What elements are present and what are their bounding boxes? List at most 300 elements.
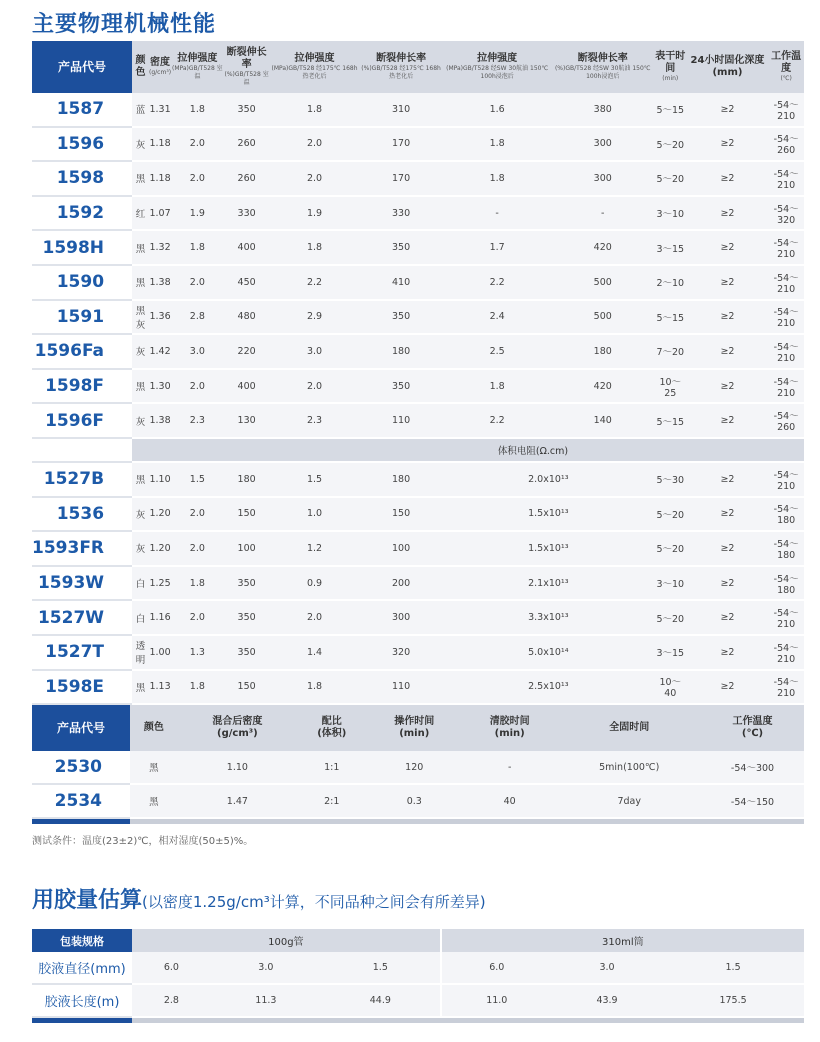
table-cell: 180 (552, 335, 654, 370)
column-header-main: 拉伸强度 (177, 53, 218, 64)
product-code: 1596 (32, 128, 132, 163)
table-cell: 0.9 (270, 567, 360, 602)
table-cell: 350 (359, 231, 442, 266)
table-row (32, 671, 804, 706)
table-cell: 3.0 (171, 335, 224, 370)
column-header (359, 41, 442, 93)
table-cell: - (443, 197, 552, 232)
table-cell: 黑 (130, 785, 178, 819)
product-code: 1527B (32, 463, 132, 498)
column-header (224, 41, 270, 93)
table-cell: 5～15 (654, 301, 687, 336)
volume-resistivity-value: 2.1x10¹³ (443, 567, 654, 602)
table-cell: ≥2 (687, 404, 769, 439)
product-code: 1596F (32, 404, 132, 439)
table-cell: 黑 (132, 266, 149, 301)
product-code: 1598H (32, 231, 132, 266)
table-cell: 130 (224, 404, 270, 439)
table-row (32, 404, 804, 439)
table-cell: -54～210 (768, 463, 804, 498)
table-cell: 1.10 (178, 751, 297, 785)
table-cell: 1.5 (270, 463, 360, 498)
table-cell: 1.16 (149, 601, 171, 636)
table-cell: 320 (359, 636, 442, 671)
product-code: 1587 (32, 93, 132, 128)
volume-resistivity-value: 2.5x10¹³ (443, 671, 654, 706)
table-cell: 310 (359, 93, 442, 128)
table-cell: 420 (552, 370, 654, 405)
table-cell: 5min(100℃) (557, 751, 701, 785)
volume-resistivity-value: 1.5x10¹³ (443, 498, 654, 533)
table-cell: 黑灰 (132, 301, 149, 336)
table-row (32, 985, 804, 1018)
table-cell: 1.32 (149, 231, 171, 266)
column-header (130, 705, 178, 751)
table-cell: 1.36 (149, 301, 171, 336)
table-cell: 3～15 (654, 636, 687, 671)
table-cell: -54～210 (768, 671, 804, 706)
table-row (32, 93, 804, 128)
table-cell: 1.9 (171, 197, 224, 232)
page-title: 主要物理机械性能 (32, 12, 217, 37)
product-code: 2534 (32, 785, 130, 819)
table-row (32, 197, 804, 232)
group-header-310ml: 310ml筒 (442, 929, 804, 952)
table-cell: 260 (224, 162, 270, 197)
test-conditions-note: 测试条件：温度(23±2)℃，相对湿度(50±5)%。 (32, 836, 254, 847)
table-cell: 1.47 (178, 785, 297, 819)
table-cell: 5～30 (654, 463, 687, 498)
table-cell: 1.20 (149, 498, 171, 533)
table-cell: 2.3 (171, 404, 224, 439)
table-cell: 3～15 (654, 231, 687, 266)
table-cell: -54～210 (768, 162, 804, 197)
table-cell: 2.8 (171, 301, 224, 336)
column-header (32, 41, 132, 93)
table-cell: 2.3 (270, 404, 360, 439)
table-cell: 黑 (132, 671, 149, 706)
volume-resistivity-value: 2.0x10¹³ (443, 463, 654, 498)
table-cell: 2.8 (132, 985, 211, 1018)
column-header (132, 41, 149, 93)
two-component-table (32, 705, 804, 824)
column-header-main: 混合后密度 (212, 716, 263, 727)
volume-resistivity-value: 3.3x10¹³ (443, 601, 654, 636)
bar-segment (132, 1018, 804, 1023)
table-cell: 1.38 (149, 266, 171, 301)
table-cell: ≥2 (687, 301, 769, 336)
table-cell: 110 (359, 404, 442, 439)
table-cell: 5～15 (654, 404, 687, 439)
table-cell: 0.3 (367, 785, 462, 819)
table-cell: 7～20 (654, 335, 687, 370)
table-cell: -54～210 (768, 301, 804, 336)
table-cell: 1.20 (149, 532, 171, 567)
column-header-main: 颜色 (135, 55, 146, 78)
table-cell: 400 (224, 231, 270, 266)
product-code: 1590 (32, 266, 132, 301)
table-cell: 1.8 (171, 671, 224, 706)
table-cell: ≥2 (687, 128, 769, 163)
column-header-main: 24小时固化深度(mm) (690, 55, 765, 78)
product-code: 1593FR (32, 532, 132, 567)
usage-subtitle: (以密度1.25g/cm³计算，不同品种之间会有所差异) (142, 893, 486, 911)
table-cell: 1.00 (149, 636, 171, 671)
row-label: 胶液直径(mm) (32, 952, 132, 985)
table-cell: 2.4 (443, 301, 552, 336)
table-cell: 150 (224, 498, 270, 533)
table-cell: 黑 (130, 751, 178, 785)
table-cell: 2.9 (270, 301, 360, 336)
table-row (32, 301, 804, 336)
table-cell: 2.0 (171, 128, 224, 163)
table-cell: -54～210 (768, 335, 804, 370)
table-cell: 1.8 (270, 671, 360, 706)
table-cell: -54～320 (768, 197, 804, 232)
column-header-main: 表干时间 (655, 51, 686, 74)
table-cell: -54～150 (701, 785, 804, 819)
column-header (552, 41, 654, 93)
product-code: 1596Fa (32, 335, 132, 370)
table-cell: 350 (224, 567, 270, 602)
table-cell: 1.8 (270, 231, 360, 266)
table-cell: 450 (224, 266, 270, 301)
row-label: 胶液长度(m) (32, 985, 132, 1018)
table-cell: 2.5 (443, 335, 552, 370)
table-row (32, 952, 804, 985)
product-code: 1593W (32, 567, 132, 602)
table-cell: 380 (552, 93, 654, 128)
group-header-100g: 100g管 (132, 929, 442, 952)
table-cell: 1.5 (321, 952, 442, 985)
table-cell: 43.9 (552, 985, 662, 1018)
table-cell: 1.8 (443, 162, 552, 197)
table-cell: -54～210 (768, 266, 804, 301)
table-cell: 175.5 (662, 985, 804, 1018)
table-cell: 410 (359, 266, 442, 301)
table-row (32, 370, 804, 405)
table-cell: 1.38 (149, 404, 171, 439)
table-cell: -54～260 (768, 404, 804, 439)
column-header (557, 705, 701, 751)
column-header (462, 705, 557, 751)
column-header-sub: (MPa)GB/T528 室温 (171, 65, 223, 80)
column-header-main: 产品代号 (56, 721, 105, 735)
product-code: 2530 (32, 751, 130, 785)
table-cell: -54～300 (701, 751, 804, 785)
table-cell: 350 (359, 370, 442, 405)
table-cell: ≥2 (687, 231, 769, 266)
table-cell: ≥2 (687, 671, 769, 706)
column-header (367, 705, 462, 751)
table-cell: 1.10 (149, 463, 171, 498)
table-cell: 2.0 (171, 266, 224, 301)
table-cell: 7day (557, 785, 701, 819)
table-cell: 1:1 (297, 751, 367, 785)
column-header-main: 颜色 (143, 722, 164, 733)
column-header-sub: (min) (662, 75, 679, 82)
table-cell: 红 (132, 197, 149, 232)
table-cell: 1.5 (171, 463, 224, 498)
table-cell: 2.2 (270, 266, 360, 301)
table-cell: 5～20 (654, 601, 687, 636)
column-header-main: 断裂伸长率 (226, 47, 267, 70)
table-cell: 300 (359, 601, 442, 636)
table-cell: 1.8 (270, 93, 360, 128)
table-cell: 6.0 (132, 952, 211, 985)
table-row (32, 601, 804, 636)
table-cell: 1.3 (171, 636, 224, 671)
table-cell: 1.8 (443, 128, 552, 163)
table-cell: 350 (224, 636, 270, 671)
table-cell: 灰 (132, 498, 149, 533)
table-cell: 2.0 (270, 128, 360, 163)
table-cell: 1.18 (149, 128, 171, 163)
table-cell: -54～210 (768, 636, 804, 671)
usage-estimate-table (32, 929, 804, 1023)
table-cell: 1.5 (662, 952, 804, 985)
table-cell: 500 (552, 266, 654, 301)
table-cell: 1.8 (171, 93, 224, 128)
table-cell: 1.31 (149, 93, 171, 128)
column-header-main: 拉伸强度 (294, 53, 335, 64)
column-header (701, 705, 804, 751)
table-cell: 5～20 (654, 162, 687, 197)
table-cell: 40 (462, 785, 557, 819)
table-cell: 5～20 (654, 532, 687, 567)
table-cell: ≥2 (687, 601, 769, 636)
table-cell: 110 (359, 671, 442, 706)
table-row (32, 498, 804, 533)
table-cell: 330 (359, 197, 442, 232)
column-header-main: 操作时间 (394, 716, 435, 727)
column-header (768, 41, 804, 93)
table-cell: 2.0 (270, 601, 360, 636)
mechanical-properties-table (32, 41, 804, 710)
table-cell: 1.25 (149, 567, 171, 602)
table-cell: 350 (224, 93, 270, 128)
separator-blank (32, 439, 132, 463)
product-code: 1527W (32, 601, 132, 636)
product-code: 1591 (32, 301, 132, 336)
table-cell: 3.0 (270, 335, 360, 370)
table-cell: 黑 (132, 370, 149, 405)
table-row (32, 128, 804, 163)
table-cell: 3～10 (654, 197, 687, 232)
table-cell: 350 (359, 301, 442, 336)
table-cell: -54～210 (768, 93, 804, 128)
table-cell: 11.0 (442, 985, 552, 1018)
column-header-sub: (g/cm³) (149, 69, 172, 76)
product-code: 1527T (32, 636, 132, 671)
table-cell: 200 (359, 567, 442, 602)
column-header-sub: (g/cm³) (217, 728, 258, 739)
table-cell: 330 (224, 197, 270, 232)
column-header-main: 密度 (150, 57, 171, 68)
table-cell: 5～15 (654, 93, 687, 128)
table-row (32, 567, 804, 602)
column-header (32, 705, 130, 751)
table-cell: 1.13 (149, 671, 171, 706)
table-cell: 2.2 (443, 404, 552, 439)
table-cell: 350 (224, 601, 270, 636)
table-cell: ≥2 (687, 532, 769, 567)
column-header-main: 产品代号 (58, 60, 107, 74)
table-cell: 2.0 (270, 162, 360, 197)
table-cell: 白 (132, 567, 149, 602)
table-row (32, 335, 804, 370)
table-cell: 180 (359, 335, 442, 370)
table-cell: 1.42 (149, 335, 171, 370)
column-header-main: 拉伸强度 (477, 53, 518, 64)
table-cell: 5～20 (654, 128, 687, 163)
table-cell: 180 (359, 463, 442, 498)
column-header (687, 41, 769, 93)
table-cell: 140 (552, 404, 654, 439)
product-code: 1598 (32, 162, 132, 197)
table-cell: 150 (224, 671, 270, 706)
table-cell: 2.0 (171, 601, 224, 636)
table-cell: 2:1 (297, 785, 367, 819)
volume-resistivity-label: 体积电阻(Ω.cm) (132, 439, 804, 463)
table-cell: 蓝 (132, 93, 149, 128)
column-header-sub: (min) (399, 728, 430, 739)
table-cell: 1.30 (149, 370, 171, 405)
table-cell: ≥2 (687, 335, 769, 370)
column-header-main: 断裂伸长率 (376, 53, 427, 64)
column-header-sub: (℃) (780, 75, 792, 82)
table-cell: ≥2 (687, 93, 769, 128)
table-cell: 170 (359, 162, 442, 197)
table-cell: 150 (359, 498, 442, 533)
table-cell: 170 (359, 128, 442, 163)
column-header-main: 工作温度 (732, 716, 773, 727)
table-cell: ≥2 (687, 162, 769, 197)
table-cell: 3～10 (654, 567, 687, 602)
column-header-sub: (%)GB/T528 经SW 30航油 150℃ 100h浸泡后 (554, 65, 651, 80)
table-cell: -54～180 (768, 567, 804, 602)
table-cell: 180 (224, 463, 270, 498)
column-header (297, 705, 367, 751)
column-header-main: 断裂伸长率 (577, 53, 628, 64)
table-row (32, 266, 804, 301)
table-cell: 2.0 (171, 162, 224, 197)
column-header-sub: (MPa)GB/T528 经SW 30航油 150℃ 100h浸泡后 (446, 65, 549, 80)
table-cell: 1.8 (171, 567, 224, 602)
table-row (32, 751, 804, 785)
table-cell: 1.8 (171, 231, 224, 266)
table-cell: 灰 (132, 404, 149, 439)
table-cell: 2.0 (171, 370, 224, 405)
table-cell: 11.3 (211, 985, 321, 1018)
table-cell: -54～210 (768, 601, 804, 636)
table-cell: -54～260 (768, 128, 804, 163)
table-cell: 400 (224, 370, 270, 405)
table-cell: ≥2 (687, 266, 769, 301)
column-header (654, 41, 687, 93)
column-header (171, 41, 224, 93)
table-cell: - (462, 751, 557, 785)
table-cell: 1.07 (149, 197, 171, 232)
table-cell: 1.0 (270, 498, 360, 533)
table-row (32, 231, 804, 266)
package-spec-header: 包装规格 (32, 929, 132, 952)
table-row (32, 532, 804, 567)
product-code: 1598E (32, 671, 132, 706)
table-cell: 120 (367, 751, 462, 785)
table-cell: 1.9 (270, 197, 360, 232)
table-cell: ≥2 (687, 370, 769, 405)
table-cell: -54～210 (768, 231, 804, 266)
column-header (149, 41, 171, 93)
column-header-sub: (℃) (741, 728, 764, 739)
table-cell: 灰 (132, 532, 149, 567)
table-cell: 1.2 (270, 532, 360, 567)
table-cell: 透明 (132, 636, 149, 671)
section-title-usage (32, 883, 486, 914)
column-header-main: 清胶时间 (489, 716, 530, 727)
table-cell: 480 (224, 301, 270, 336)
table-row (32, 162, 804, 197)
table-cell: 5～20 (654, 498, 687, 533)
bar-segment (32, 1018, 132, 1023)
column-header (443, 41, 552, 93)
table-cell: 44.9 (321, 985, 442, 1018)
table-cell: 灰 (132, 128, 149, 163)
column-header-main: 配比 (321, 716, 342, 727)
table-cell: - (552, 197, 654, 232)
table-cell: 黑 (132, 463, 149, 498)
column-header (270, 41, 360, 93)
table-cell: 1.4 (270, 636, 360, 671)
table-row (32, 463, 804, 498)
table-cell: ≥2 (687, 197, 769, 232)
table-cell: 100 (224, 532, 270, 567)
table-cell: 灰 (132, 335, 149, 370)
table-cell: 420 (552, 231, 654, 266)
table-cell: 2～10 (654, 266, 687, 301)
table-cell: 3.0 (552, 952, 662, 985)
table-cell: 100 (359, 532, 442, 567)
volume-resistivity-value: 5.0x10¹⁴ (443, 636, 654, 671)
table-cell: ≥2 (687, 636, 769, 671)
table-cell: 黑 (132, 231, 149, 266)
table-cell: 300 (552, 128, 654, 163)
table-cell: 3.0 (211, 952, 321, 985)
table-cell: 1.7 (443, 231, 552, 266)
bar-segment (32, 819, 130, 824)
table-bottom-bar (32, 819, 804, 824)
table-cell: 1.6 (443, 93, 552, 128)
product-code: 1592 (32, 197, 132, 232)
table-cell: 1.8 (443, 370, 552, 405)
column-header-sub: (MPa)GB/T528 经175℃ 168h热老化后 (271, 65, 358, 80)
table-cell: 白 (132, 601, 149, 636)
table-cell: 2.0 (270, 370, 360, 405)
table-cell: -54～210 (768, 370, 804, 405)
table-cell: ≥2 (687, 498, 769, 533)
table-bottom-bar (32, 1018, 804, 1023)
table-cell: -54～180 (768, 498, 804, 533)
table-cell: ≥2 (687, 567, 769, 602)
column-header-main: 全固时间 (609, 722, 650, 733)
product-code: 1536 (32, 498, 132, 533)
table-cell: -54～180 (768, 532, 804, 567)
usage-title: 用胶量估算 (32, 888, 143, 913)
table-cell: 2.0 (171, 532, 224, 567)
table-cell: 220 (224, 335, 270, 370)
table-cell: ≥2 (687, 463, 769, 498)
